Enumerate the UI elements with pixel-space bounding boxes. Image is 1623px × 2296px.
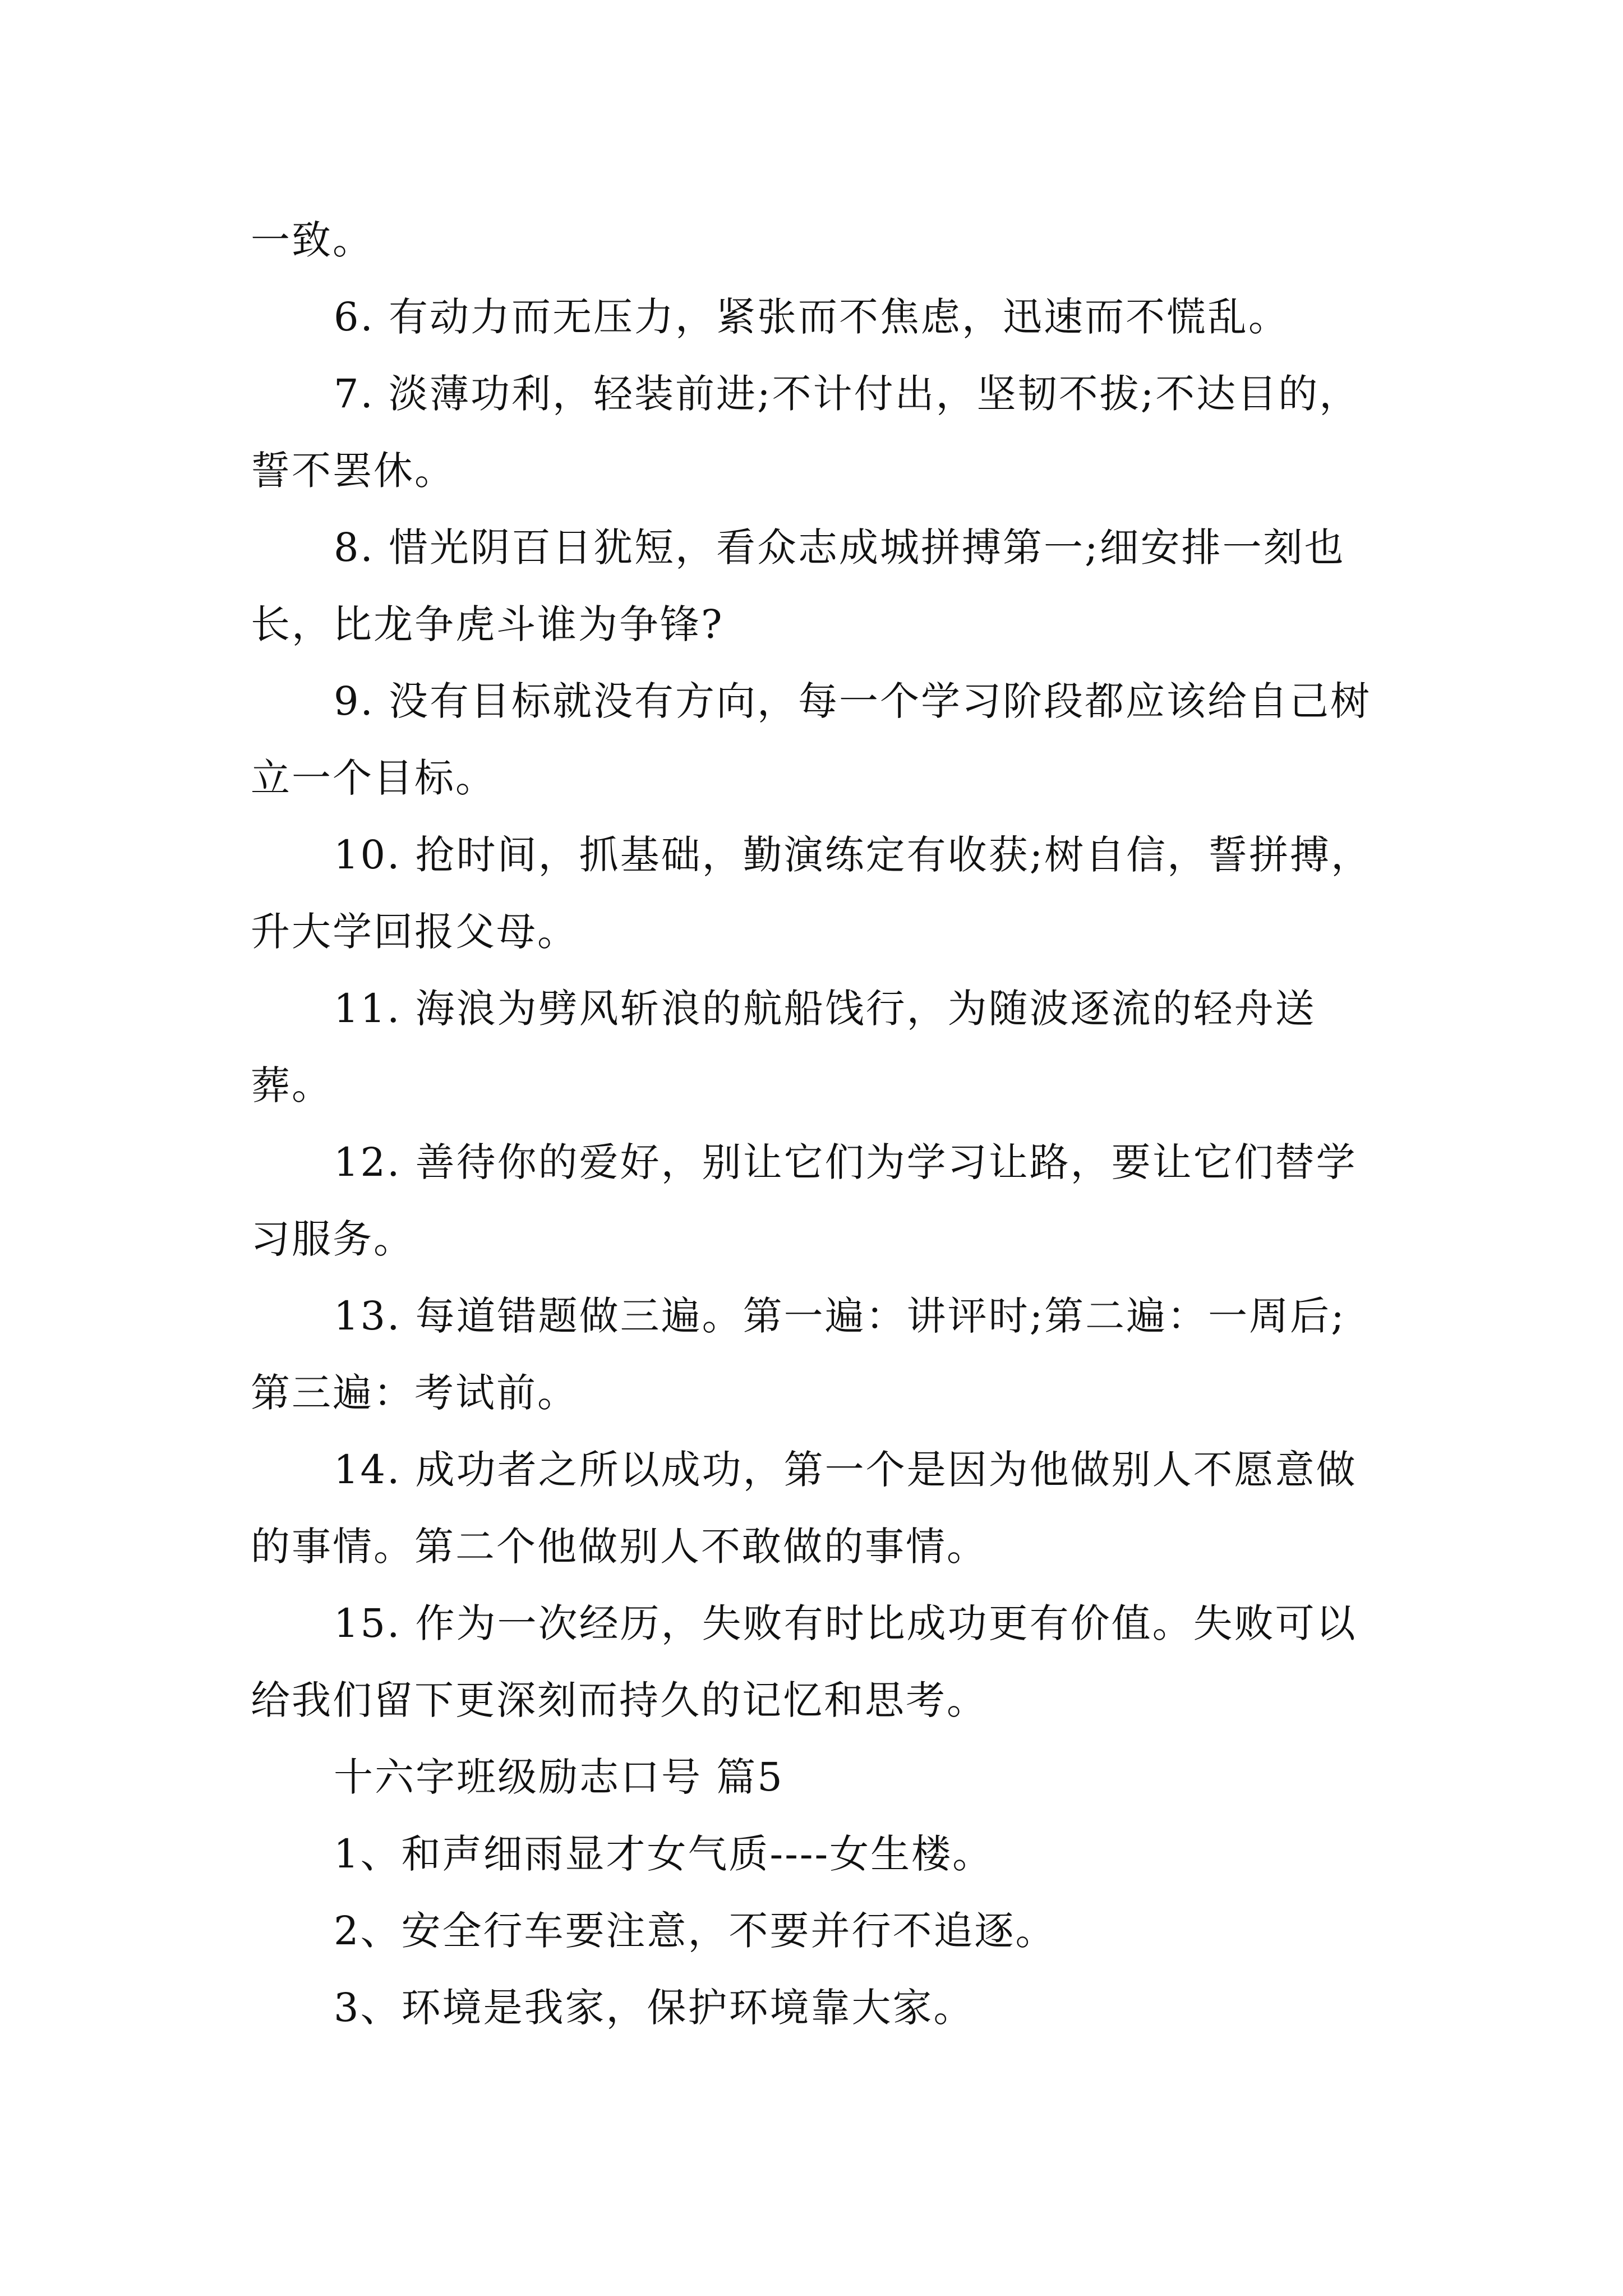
slogan-item-15: 15. 作为一次经历，失败有时比成功更有价值。失败可以给我们留下更深刻而持久的记忆和思考。 <box>251 1600 1357 1723</box>
slogan-item-10: 10. 抢时间，抓基础，勤演练定有收获;树自信，誓拼搏，升大学回报父母。 <box>251 832 1372 955</box>
slogan-item-13: 13. 每道错题做三遍。第一遍：讲评时;第二遍：一周后;第三遍：考试前。 <box>251 1293 1346 1416</box>
slogan-item-1: 1、和声细雨显才女气质----女生楼。 <box>334 1831 994 1877</box>
slogan-item-9: 9. 没有目标就没有方向，每一个学习阶段都应该给自己树立一个目标。 <box>251 678 1372 801</box>
slogan-item-14: 14. 成功者之所以成功，第一个是因为他做别人不愿意做的事情。第二个他做别人不敢做的事情。 <box>251 1447 1357 1570</box>
slogan-item-3: 3、环境是我家，保护环境靠大家。 <box>334 1985 975 2031</box>
continuation-paragraph: 一致。 <box>251 217 374 263</box>
document-body <box>251 202 1378 2046</box>
slogan-item-2: 2、安全行车要注意，不要并行不追逐。 <box>334 1908 1057 1954</box>
slogan-item-8: 8. 惜光阴百日犹短，看众志成城拼搏第一;细安排一刻也长，比龙争虎斗谁为争锋? <box>251 524 1345 647</box>
slogan-item-6: 6. 有动力而无压力，紧张而不焦虑，迅速而不慌乱。 <box>334 294 1290 340</box>
slogan-item-12: 12. 善待你的爱好，别让它们为学习让路，要让它们替学习服务。 <box>251 1139 1357 1262</box>
slogan-item-7: 7. 淡薄功利，轻装前进;不计付出，坚韧不拔;不达目的，誓不罢休。 <box>251 371 1361 494</box>
section-heading: 十六字班级励志口号 篇5 <box>334 1754 784 1800</box>
slogan-item-11: 11. 海浪为劈风斩浪的航船饯行，为随波逐流的轻舟送葬。 <box>251 986 1316 1108</box>
